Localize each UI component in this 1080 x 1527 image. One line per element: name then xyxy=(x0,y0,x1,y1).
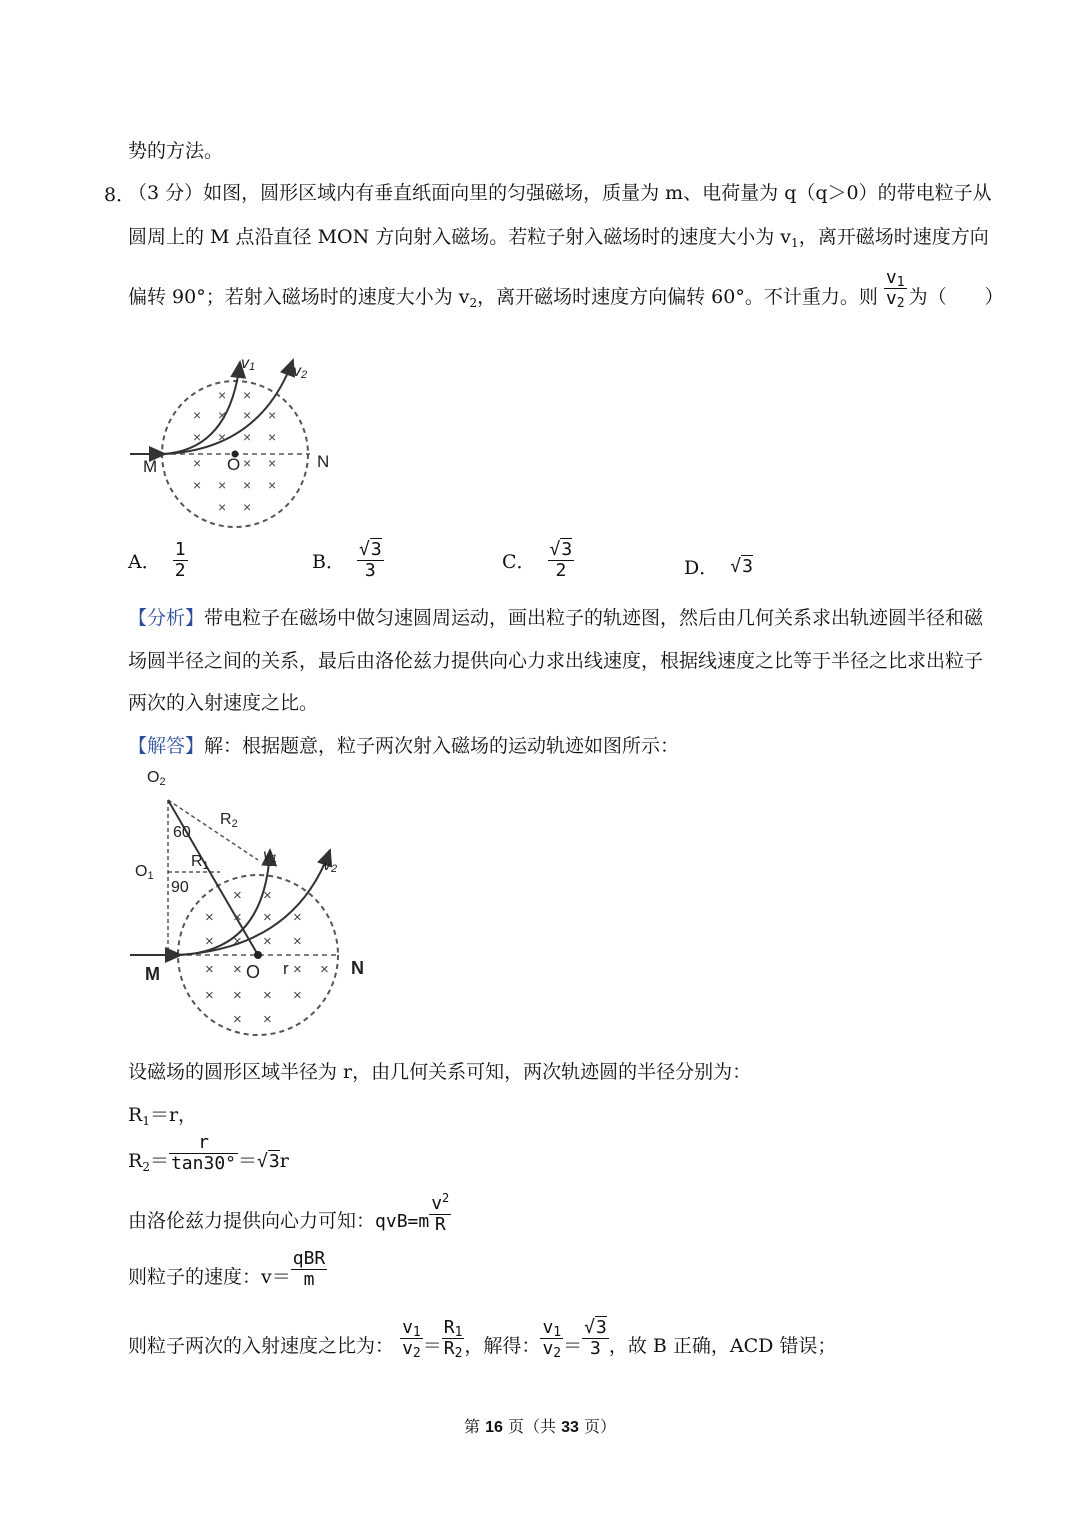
field-cross: × xyxy=(293,933,302,950)
field-cross: × xyxy=(320,961,329,978)
label-N: N xyxy=(351,958,364,978)
question-line-3 xyxy=(128,266,1004,311)
field-cross: × xyxy=(243,499,252,515)
question-line-2 xyxy=(128,224,989,250)
question-line-1: （3 分）如图，圆形区域内有垂直纸面向里的匀强磁场，质量为 m、电荷量为 q（q＞0）的带电粒子从 xyxy=(128,182,992,204)
option-d-value: √3 xyxy=(730,555,753,577)
solution-line-1: 设磁场的圆形区域半径为 r，由几何关系可知，两次轨迹圆的半径分别为： xyxy=(128,1061,752,1083)
field-cross: × xyxy=(268,477,277,493)
figure-magnetic-field-1 xyxy=(125,350,350,530)
q-text: 偏转 90°；若射入磁场时的速度大小为 v xyxy=(128,286,470,308)
r-over-tan30: $\frac{r}{\tan 30^\circ}$ xyxy=(170,1131,236,1174)
solution-R2: $R_2=$ $\frac{r}{\tan 30^\circ}$ ＝√3r xyxy=(128,1131,289,1174)
field-cross: × xyxy=(268,429,277,445)
q-text: ，离开磁场时速度方向偏转 60°。不计重力。则 xyxy=(477,286,878,308)
option-a-value: $\frac{1}{2}$ xyxy=(174,539,186,581)
label-v2: v2 xyxy=(293,363,308,381)
field-cross: × xyxy=(193,455,202,471)
label-angle-90: 90 xyxy=(171,879,189,896)
field-cross: × xyxy=(233,887,242,904)
label-M: M xyxy=(145,964,160,984)
option-c[interactable] xyxy=(502,540,574,581)
field-cross: × xyxy=(243,477,252,493)
solution-R1: $R_1=r$， xyxy=(128,1104,198,1128)
label-r: r xyxy=(283,959,289,978)
option-a[interactable] xyxy=(128,540,188,581)
ratio-v1-v2-result: $\frac{v_1}{v_2}$ xyxy=(542,1316,562,1361)
option-d-label: D． xyxy=(684,557,719,579)
page-number: 16 xyxy=(485,1419,503,1436)
field-cross: × xyxy=(293,987,302,1004)
analysis-line-2: 场圆半径之间的关系，最后由洛伦兹力提供向心力求出线速度，根据线速度之比等于半径之比求出粒子 xyxy=(128,650,984,672)
q-text: ，离开磁场时速度方向 xyxy=(798,226,989,248)
page-total: 33 xyxy=(561,1419,579,1436)
qBR-over-m: $\frac{\text{qBR}}{m}$ xyxy=(292,1247,326,1290)
label-N: N xyxy=(317,452,330,471)
field-cross: × xyxy=(243,407,252,423)
field-cross: × xyxy=(193,477,202,493)
analysis-line-1 xyxy=(128,605,983,631)
label-R2: R2 xyxy=(220,811,238,830)
v2-over-R: $\frac{v^2}{R}$ xyxy=(431,1190,450,1235)
field-cross: × xyxy=(233,987,242,1004)
field-cross: × xyxy=(263,909,272,926)
field-cross: × xyxy=(263,933,272,950)
field-cross: × xyxy=(205,909,214,926)
field-cross: × xyxy=(233,1011,242,1028)
option-b[interactable] xyxy=(312,540,384,581)
field-cross: × xyxy=(205,987,214,1004)
page-footer: 第 16 页（共 33 页） xyxy=(464,1417,616,1436)
sqrt3-over-3: $\frac{√3}{3}$ xyxy=(584,1316,607,1359)
label-v1: v1 xyxy=(241,355,256,373)
field-cross: × xyxy=(193,429,202,445)
label-O: O xyxy=(227,455,241,474)
label-O1: O1 xyxy=(135,863,154,882)
continued-text: 势的方法。 xyxy=(128,140,224,162)
answer-tag: 【解答】 xyxy=(128,735,205,757)
option-b-label: B． xyxy=(312,550,345,573)
solution-lorentz: 由洛伦兹力提供向心力可知：qvB=m $\frac{v^2}{R}$ xyxy=(128,1190,450,1235)
label-v1: v1 xyxy=(263,847,278,865)
option-d[interactable] xyxy=(684,553,753,580)
q-sub: 1 xyxy=(791,236,799,250)
field-cross: × xyxy=(233,909,242,926)
field-cross: × xyxy=(218,387,227,403)
field-cross: × xyxy=(193,407,202,423)
v1-over-v2-fraction: $\frac{v_1}{v_2}$ xyxy=(885,266,905,311)
question-number: 8． xyxy=(104,184,136,206)
analysis-line-3: 两次的入射速度之比。 xyxy=(128,692,319,714)
q-text: 圆周上的 M 点沿直径 MON 方向射入磁场。若粒子射入磁场时的速度大小为 v xyxy=(128,226,792,248)
center-dot xyxy=(254,951,262,959)
answer-intro: 解：根据题意，粒子两次射入磁场的运动轨迹如图所示： xyxy=(204,735,680,757)
label-R1: R1 xyxy=(191,853,209,872)
field-cross: × xyxy=(243,429,252,445)
label-M: M xyxy=(143,457,158,476)
field-cross: × xyxy=(218,477,227,493)
figure-trajectory-geometry xyxy=(125,762,385,1042)
field-cross: × xyxy=(218,429,227,445)
field-cross: × xyxy=(293,961,302,978)
field-cross: × xyxy=(263,1011,272,1028)
field-cross: × xyxy=(243,455,252,471)
q-sub: 2 xyxy=(469,296,478,310)
field-cross: × xyxy=(233,933,242,950)
field-cross: × xyxy=(243,387,252,403)
label-O2: O2 xyxy=(147,769,166,788)
field-cross: × xyxy=(218,407,227,423)
label-angle-60: 60 xyxy=(173,824,191,841)
option-c-label: C． xyxy=(502,550,536,573)
field-cross: × xyxy=(218,499,227,515)
solution-ratio: 则粒子两次的入射速度之比为： $\frac{v_1}{v_2}$ ＝ $\frac{R_1}{R_2}$ ，解得： $\frac{v_1}{v_2}$ ＝ $\frac{√3}{3}$ ，故 B 正确，ACD 错误； xyxy=(128,1316,837,1361)
analysis-text: 带电粒子在磁场中做匀速圆周运动，画出粒子的轨迹图，然后由几何关系求出轨迹圆半径和磁 xyxy=(204,607,984,629)
field-cross: × xyxy=(263,987,272,1004)
trajectory-v1 xyxy=(163,362,240,454)
field-cross: × xyxy=(233,961,242,978)
field-cross: × xyxy=(205,933,214,950)
label-v2: v2 xyxy=(323,857,338,875)
ratio-R1-R2: $\frac{R_1}{R_2}$ xyxy=(443,1316,463,1361)
ratio-v1-v2: $\frac{v_1}{v_2}$ xyxy=(402,1316,421,1361)
solution-velocity: 则粒子的速度：v＝ $\frac{\text{qBR}}{m}$ xyxy=(128,1247,326,1290)
option-a-label: A． xyxy=(128,550,161,573)
option-c-value: $\frac{√3}{2}$ xyxy=(549,539,573,581)
field-cross: × xyxy=(293,909,302,926)
label-O: O xyxy=(246,962,261,982)
option-b-value: $\frac{√3}{3}$ xyxy=(358,539,382,581)
q-text: 为（ ） xyxy=(908,286,1004,308)
field-cross: × xyxy=(268,455,277,471)
answer-line xyxy=(128,733,679,759)
field-cross: × xyxy=(268,407,277,423)
field-cross: × xyxy=(263,887,272,904)
analysis-tag: 【分析】 xyxy=(128,607,205,629)
field-cross: × xyxy=(205,961,214,978)
